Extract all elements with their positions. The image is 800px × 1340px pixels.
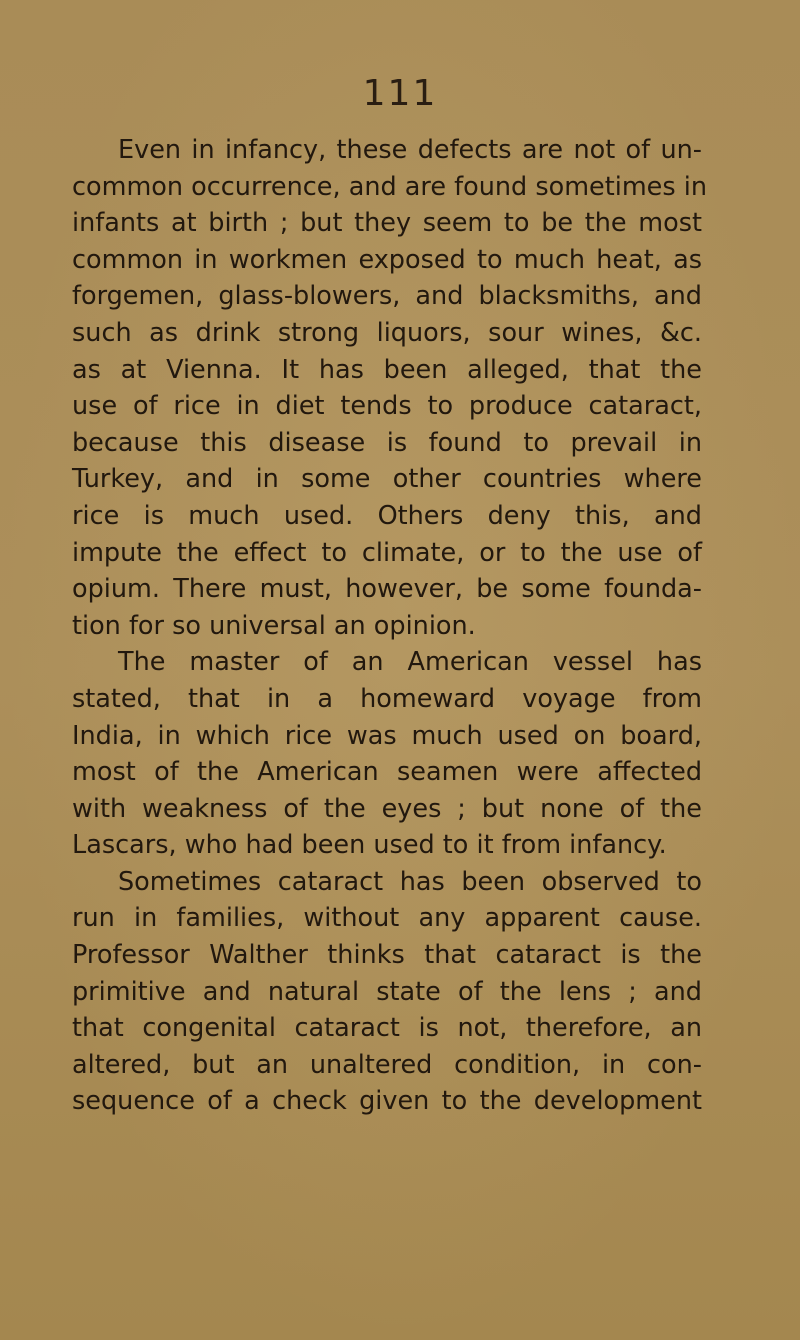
text-line: that congenital cataract is not, therefore, an [72, 1013, 702, 1044]
text-line: Even in infancy, these defects are not of un- [118, 135, 702, 165]
text-line: tion for so universal an opinion. [72, 610, 476, 641]
text-line: common occurrence, and are found sometimes in [72, 171, 707, 202]
body-text [72, 132, 707, 1120]
text-line: because this disease is found to prevail in [72, 427, 702, 458]
text-line: The master of an American vessel has [118, 647, 702, 678]
text-line: run in families, without any apparent cause. [72, 903, 702, 934]
text-line: as at Vienna. It has been alleged, that the [72, 354, 702, 385]
text-line: infants at birth ; but they seem to be the most [72, 208, 702, 239]
text-line: Professor Walther thinks that cataract is the [72, 940, 702, 971]
page-number: 111 [362, 73, 438, 114]
text-line: stated, that in a homeward voyage from [72, 683, 702, 714]
text-line: Turkey, and in some other countries where [72, 464, 702, 495]
text-line: forgemen, glass-blowers, and blacksmiths, and [72, 281, 702, 312]
text-line: Sometimes cataract has been observed to [118, 866, 702, 897]
text-line: use of rice in diet tends to produce cataract, [72, 391, 702, 422]
text-line: Lascars, who had been used to it from infancy. [72, 830, 667, 861]
text-line: with weakness of the eyes ; but none of the [72, 793, 702, 824]
text-line: primitive and natural state of the lens ; and [72, 976, 702, 1007]
text-line: opium. There must, however, be some founda- [72, 574, 702, 605]
text-line: rice is much used. Others deny this, and [72, 500, 702, 531]
text-line: altered, but an unaltered condition, in con- [72, 1049, 702, 1080]
text-line: most of the American seamen were affected [72, 757, 702, 788]
text-line: India, in which rice was much used on board, [72, 720, 702, 751]
text-line: such as drink strong liquors, sour wines, &c. [72, 317, 702, 348]
text-line: impute the effect to climate, or to the use of [72, 537, 702, 568]
text-line: sequence of a check given to the development [72, 1086, 702, 1117]
text-line: common in workmen exposed to much heat, as [72, 244, 702, 275]
